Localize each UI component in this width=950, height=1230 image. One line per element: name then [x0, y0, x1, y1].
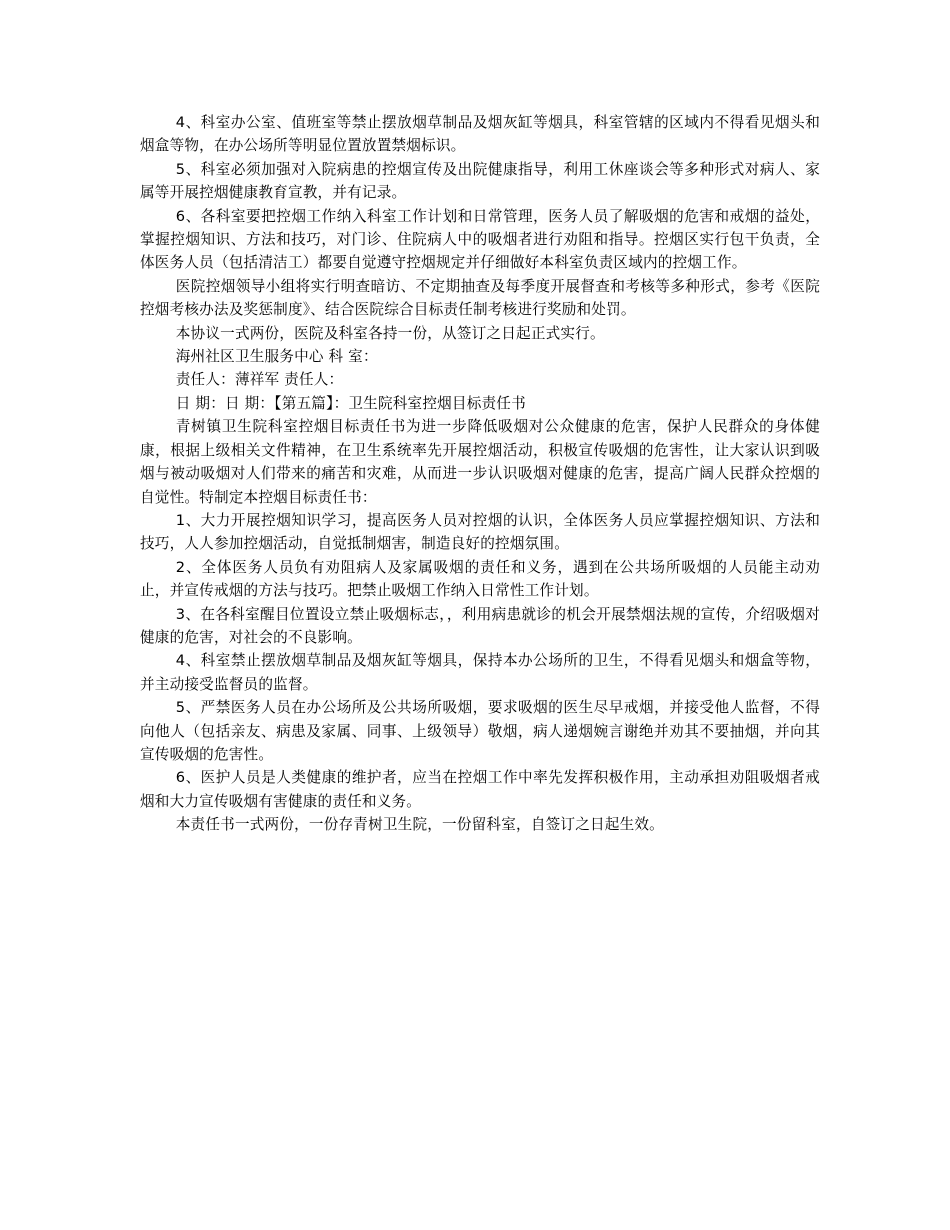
paragraph: 青树镇卫生院科室控烟目标责任书为进一步降低吸烟对公众健康的危害，保护人民群众的身体健康，根据上级相关文件精神，在卫生系统率先开展控烟活动，积极宣传吸烟的危害性，让大家认识到吸烟与被动吸烟对人们带来的痛苦和灾难，从而进一步认识吸烟对健康的危害，提高广阔人民群众控烟的自觉性。特制定本控烟目标责任书： [140, 418, 820, 506]
paragraph: 本责任书一式两份，一份存青树卫生院，一份留科室，自签订之日起生效。 [175, 816, 664, 834]
paragraph: 2、全体医务人员负有劝阻病人及家属吸烟的责任和义务，遇到在公共场所吸烟的人员能主动劝止，并宣传戒烟的方法与技巧。把禁止吸烟工作纳入日常性工作计划。 [140, 558, 820, 600]
paragraph: 本协议一式两份，医院及科室各持一份，从签订之日起正式实行。 [175, 324, 605, 342]
document-body [140, 111, 820, 837]
paragraph: 3、在各科室醒目位置设立禁止吸烟标志，，利用病患就诊的机会开展禁烟法规的宣传，介绍吸烟对健康的危害，对社会的不良影响。 [140, 605, 820, 646]
signature-person-line: 责任人：薄祥军 责任人： [175, 371, 344, 389]
signature-org-line: 海州社区卫生服务中心 科 室： [175, 348, 378, 366]
paragraph: 4、科室禁止摆放烟草制品及烟灰缸等烟具，保持本办公场所的卫生，不得看见烟头和烟盒等物，并主动接受监督员的监督。 [140, 652, 820, 693]
paragraph: 5、严禁医务人员在办公场所及公共场所吸烟，要求吸烟的医生尽早戒烟，并接受他人监督，不得向他人（包括亲友、病患及家属、同事、上级领导）敬烟，病人递烟婉言谢绝并劝其不要抽烟，并向其宣传吸烟的危害性。 [140, 699, 820, 763]
paragraph: 6、医护人员是人类健康的维护者，应当在控烟工作中率先发挥积极作用，主动承担劝阻吸烟者戒烟和大力宣传吸烟有害健康的责任和义务。 [140, 769, 820, 810]
paragraph: 6、各科室要把控烟工作纳入科室工作计划和日常管理，医务人员了解吸烟的危害和戒烟的益处，掌握控烟知识、方法和技巧，对门诊、住院病人中的吸烟者进行劝阻和指导。控烟区实行包干负责，全体医务人员（包括清洁工）都要自觉遵守控烟规定并仔细做好本科室负责区域内的控烟工作。 [140, 207, 820, 272]
paragraph: 医院控烟领导小组将实行明查暗访、不定期抽查及每季度开展督查和考核等多种形式，参考《医院控烟考核办法及奖惩制度》、结合医院综合目标责任制考核进行奖励和处罚。 [140, 277, 820, 319]
date-and-section-title-line: 日 期：日 期：【第五篇】：卫生院科室控烟目标责任书 [175, 394, 526, 412]
paragraph: 4、科室办公室、值班室等禁止摆放烟草制品及烟灰缸等烟具，科室管辖的区域内不得看见烟头和烟盒等物，在办公场所等明显位置放置禁烟标识。 [140, 114, 820, 155]
paragraph: 5、科室必须加强对入院病患的控烟宣传及出院健康指导，利用工休座谈会等多种形式对病人、家属等开展控烟健康教育宣教，并有记录。 [140, 160, 820, 202]
paragraph: 1、大力开展控烟知识学习，提高医务人员对控烟的认识，全体医务人员应掌握控烟知识、方法和技巧，人人参加控烟活动，自觉抵制烟害，制造良好的控烟氛围。 [140, 511, 820, 553]
